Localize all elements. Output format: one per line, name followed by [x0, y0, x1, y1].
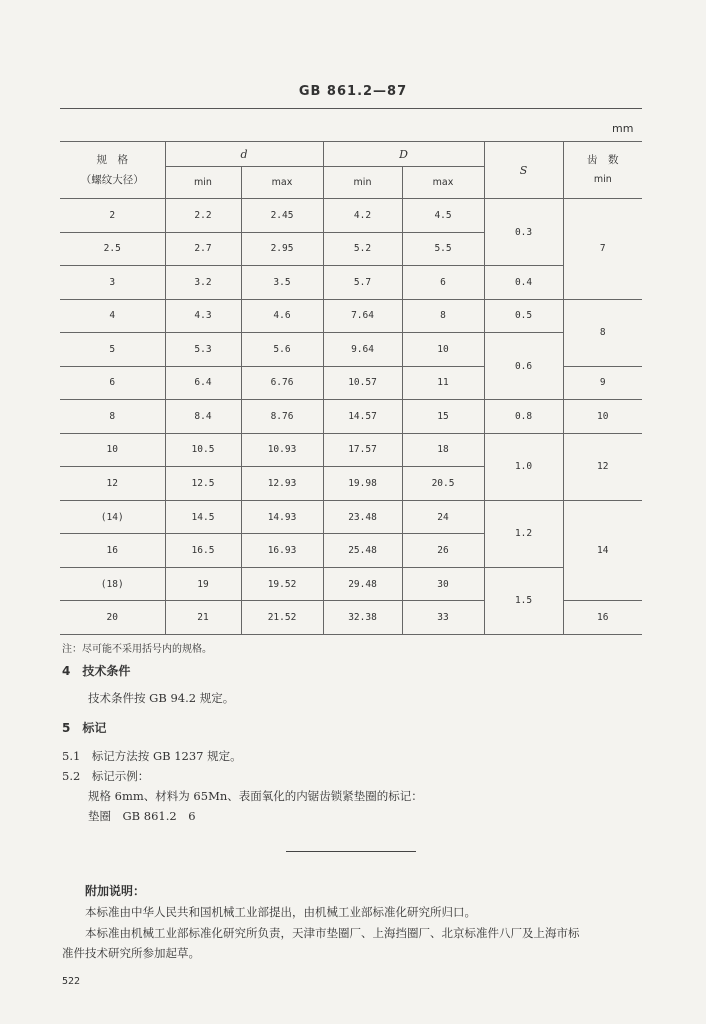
d-max-cell: 6.76	[241, 366, 323, 400]
D-max-header: max	[402, 167, 484, 199]
appendix-line-2: 本标准由机械工业部标准化研究所负责，天津市垫圈厂、上海挡圈厂、北京标准件八厂及上海市标	[85, 926, 580, 940]
table-header-row	[60, 142, 642, 167]
D-min-cell: 19.98	[323, 467, 402, 501]
D-min-cell: 5.2	[323, 232, 402, 266]
D-max-cell: 20.5	[402, 467, 484, 501]
D-min-cell: 23.48	[323, 500, 402, 534]
s-cell: 1.2	[484, 500, 563, 567]
appendix-line-1: 本标准由中华人民共和国机械工业部提出，由机械工业部标准化研究所归口。	[85, 905, 476, 919]
D-min-cell: 4.2	[323, 199, 402, 233]
header-rule	[60, 108, 642, 109]
table-row	[60, 266, 642, 300]
table-row	[60, 333, 642, 367]
table-row	[60, 299, 642, 333]
D-min-cell: 7.64	[323, 299, 402, 333]
D-max-cell: 24	[402, 500, 484, 534]
spec-cell: 2	[60, 199, 165, 233]
s-header: S	[484, 142, 563, 199]
d-min-header: min	[165, 167, 241, 199]
spec-cell: 20	[60, 601, 165, 635]
appendix-title: 附加说明：	[85, 884, 146, 898]
spec-cell: 8	[60, 400, 165, 434]
standard-header: GB 861.2—87	[298, 84, 408, 99]
page-number: 522	[62, 976, 81, 987]
D-header: D	[323, 142, 484, 167]
unit-label: mm	[612, 122, 634, 135]
d-max-cell: 21.52	[241, 601, 323, 635]
d-max-cell: 8.76	[241, 400, 323, 434]
D-max-cell: 33	[402, 601, 484, 635]
table-row	[60, 433, 642, 467]
d-min-cell: 10.5	[165, 433, 241, 467]
section-4-body: 技术条件按 GB 94.2 规定。	[88, 691, 235, 705]
table-row	[60, 500, 642, 534]
d-max-cell: 19.52	[241, 567, 323, 601]
spec-cell: 5	[60, 333, 165, 367]
D-min-cell: 10.57	[323, 366, 402, 400]
marking-example-text: 规格 6mm、材料为 65Mn、表面氧化的内锯齿锁紧垫圈的标记：	[88, 789, 423, 803]
D-max-cell: 5.5	[402, 232, 484, 266]
s-cell: 1.0	[484, 433, 563, 500]
d-min-cell: 2.2	[165, 199, 241, 233]
spec-cell: 3	[60, 266, 165, 300]
table-row	[60, 199, 642, 233]
d-min-cell: 8.4	[165, 400, 241, 434]
table-note: 注：尽可能不采用括号内的规格。	[62, 644, 212, 655]
D-min-cell: 14.57	[323, 400, 402, 434]
D-max-cell: 26	[402, 534, 484, 568]
spec-cell: 6	[60, 366, 165, 400]
D-max-cell: 15	[402, 400, 484, 434]
spec-cell: 10	[60, 433, 165, 467]
teeth-cell: 10	[563, 400, 642, 434]
spec-cell: (14)	[60, 500, 165, 534]
table-row	[60, 400, 642, 434]
d-min-cell: 16.5	[165, 534, 241, 568]
d-min-cell: 6.4	[165, 366, 241, 400]
D-max-cell: 11	[402, 366, 484, 400]
d-max-cell: 5.6	[241, 333, 323, 367]
d-min-cell: 2.7	[165, 232, 241, 266]
d-max-cell: 2.45	[241, 199, 323, 233]
D-min-cell: 9.64	[323, 333, 402, 367]
s-cell: 0.5	[484, 299, 563, 333]
D-max-cell: 4.5	[402, 199, 484, 233]
s-cell: 1.5	[484, 567, 563, 634]
section-5-1: 5.1 标记方法按 GB 1237 规定。	[62, 749, 242, 763]
d-max-cell: 12.93	[241, 467, 323, 501]
d-min-cell: 12.5	[165, 467, 241, 501]
d-min-cell: 14.5	[165, 500, 241, 534]
d-min-cell: 19	[165, 567, 241, 601]
marking-example-code: 垫圈 GB 861.2 6	[88, 809, 196, 823]
d-max-cell: 2.95	[241, 232, 323, 266]
d-min-cell: 5.3	[165, 333, 241, 367]
d-max-cell: 3.5	[241, 266, 323, 300]
d-min-cell: 3.2	[165, 266, 241, 300]
spec-header: 规 格 （螺纹大径）	[60, 142, 165, 199]
washer-dimension-table	[60, 141, 642, 635]
d-min-cell: 4.3	[165, 299, 241, 333]
section-5-title: 5 标记	[62, 721, 107, 735]
s-cell: 0.4	[484, 266, 563, 300]
section-5-2: 5.2 标记示例：	[62, 769, 150, 783]
D-max-cell: 6	[402, 266, 484, 300]
d-min-cell: 21	[165, 601, 241, 635]
d-max-header: max	[241, 167, 323, 199]
appendix-line-3: 准件技术研究所参加起草。	[62, 946, 200, 960]
teeth-cell: 7	[563, 199, 642, 300]
D-min-cell: 17.57	[323, 433, 402, 467]
d-max-cell: 10.93	[241, 433, 323, 467]
d-max-cell: 4.6	[241, 299, 323, 333]
teeth-cell: 14	[563, 500, 642, 601]
table-row	[60, 567, 642, 601]
d-max-cell: 14.93	[241, 500, 323, 534]
spec-cell: 2.5	[60, 232, 165, 266]
s-cell: 0.6	[484, 333, 563, 400]
separator-rule	[286, 851, 416, 852]
D-min-header: min	[323, 167, 402, 199]
D-min-cell: 5.7	[323, 266, 402, 300]
teeth-cell: 12	[563, 433, 642, 500]
spec-cell: 4	[60, 299, 165, 333]
teeth-cell: 16	[563, 601, 642, 635]
teeth-cell: 8	[563, 299, 642, 366]
d-max-cell: 16.93	[241, 534, 323, 568]
D-max-cell: 10	[402, 333, 484, 367]
D-max-cell: 8	[402, 299, 484, 333]
D-min-cell: 32.38	[323, 601, 402, 635]
D-min-cell: 29.48	[323, 567, 402, 601]
spec-cell: (18)	[60, 567, 165, 601]
spec-cell: 12	[60, 467, 165, 501]
s-cell: 0.3	[484, 199, 563, 266]
D-max-cell: 18	[402, 433, 484, 467]
D-max-cell: 30	[402, 567, 484, 601]
D-min-cell: 25.48	[323, 534, 402, 568]
teeth-header: 齿 数 min	[563, 142, 642, 199]
d-header: d	[165, 142, 323, 167]
s-cell: 0.8	[484, 400, 563, 434]
spec-cell: 16	[60, 534, 165, 568]
teeth-cell: 9	[563, 366, 642, 400]
section-4-title: 4 技术条件	[62, 664, 131, 678]
